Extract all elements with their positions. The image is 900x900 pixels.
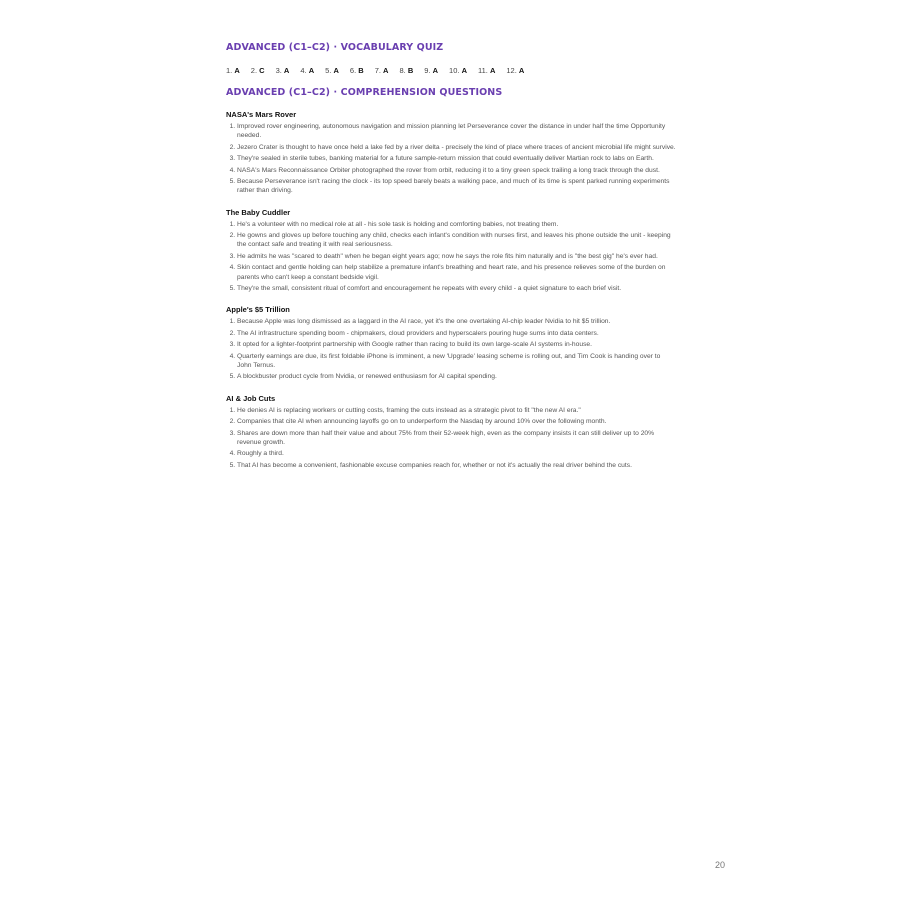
- vocab-answer: [276, 66, 290, 76]
- vocab-answer-row: [226, 66, 676, 76]
- vocab-answer: [449, 66, 467, 76]
- answer-item: 1. He's a volunteer with no medical role at all - his sole task is holding and comforting babies, not treating them.: [237, 220, 676, 229]
- vocab-answer-number: 10.: [449, 66, 460, 75]
- answer-item: 2. Companies that cite AI when announcing layoffs go on to underperform the Nasdaq by around 10% over the following month.: [237, 417, 676, 426]
- answer-item: 5. Because Perseverance isn't racing the clock - its top speed barely beats a walking pace, and much of its time is spent parked running experiments rather than driving.: [237, 177, 676, 195]
- answer-item: 2. The AI infrastructure spending boom - chipmakers, cloud providers and hyperscalers pouring huge sums into data centers.: [237, 329, 676, 338]
- answer-item: 2. He gowns and gloves up before touching any child, checks each infant's condition with nurses first, and leaves his phone outside the unit - keeping the contact safe and treating it with real seriousness.: [237, 231, 676, 249]
- vocab-answer-letter: A: [308, 66, 315, 75]
- vocab-answer: [506, 66, 524, 76]
- answer-item: 1. Improved rover engineering, autonomous navigation and mission planning let Perseverance cover the distance in under half the time Opportunity needed.: [237, 122, 676, 140]
- article-title: AI & Job Cuts: [226, 393, 276, 403]
- article-title: Apple's $5 Trillion: [226, 305, 290, 315]
- vocab-answer: [226, 66, 240, 76]
- vocab-answer-letter: B: [407, 66, 414, 75]
- page-number: 20: [715, 860, 726, 870]
- vocab-answer-number: 4.: [300, 66, 307, 75]
- vocab-answer-letter: B: [358, 66, 364, 75]
- article-title: NASA's Mars Rover: [226, 110, 297, 119]
- article-section: [226, 305, 676, 381]
- vocab-answer: [375, 66, 389, 76]
- vocab-answer-letter: A: [333, 66, 339, 75]
- vocab-answer-letter: A: [489, 66, 496, 75]
- answer-list: [226, 220, 676, 294]
- vocab-answer: [325, 66, 339, 76]
- answer-item: 1. He denies AI is replacing workers or cutting costs, framing the cuts instead as a strategic pivot to fit "the new AI era.": [237, 406, 676, 415]
- answer-item: 1. Because Apple was long dismissed as a laggard in the AI race, yet it's the one overtaking AI-chip leader Nvidia to hit $5 trillion.: [237, 317, 676, 326]
- answer-item: 5. That AI has become a convenient, fashionable excuse companies reach for, whether or not it's actually the real driver behind the cuts.: [237, 461, 676, 470]
- answer-item: 3. He admits he was "scared to death" when he began eight years ago; now he says the role fits him naturally and is "the best gig" he's ever had.: [237, 252, 676, 261]
- vocab-answer: [424, 66, 438, 76]
- answer-item: 5. A blockbuster product cycle from Nvidia, or renewed enthusiasm for AI capital spending.: [237, 372, 676, 381]
- answer-item: 3. Shares are down more than half their value and about 75% from their 52-week high, even as the company insists it can still deliver up to 20% revenue growth.: [237, 429, 676, 447]
- answer-list: [226, 317, 676, 381]
- vocab-answer-letter: C: [259, 66, 265, 75]
- vocab-answer-letter: A: [432, 66, 439, 75]
- article-section: [226, 208, 676, 294]
- vocab-answer-letter: A: [518, 66, 525, 75]
- vocab-answer-number: 1.: [226, 66, 233, 75]
- vocab-answer-number: 9.: [424, 66, 431, 75]
- answer-item: 4. Quarterly earnings are due, its first foldable iPhone is imminent, a new 'Upgrade' leasing scheme is rolling out, and Tim Cook is handing over to John Ternus.: [237, 352, 676, 370]
- vocab-answer-letter: A: [383, 66, 389, 75]
- vocab-answer-letter: A: [283, 66, 290, 75]
- vocab-answer-letter: A: [461, 66, 467, 75]
- answer-key-page: [226, 42, 676, 472]
- vocab-answer-number: 11.: [477, 66, 488, 75]
- vocab-answer: [399, 66, 413, 76]
- vocab-answer: [350, 66, 364, 76]
- vocab-answer-number: 3.: [275, 66, 282, 75]
- vocab-answer-number: 7.: [374, 66, 381, 75]
- answer-item: 4. Skin contact and gentle holding can help stabilize a premature infant's breathing and heart rate, and his presence relieves some of the burden on parents who can't keep a constant bedside vigil.: [237, 263, 676, 281]
- comprehension-heading: ADVANCED (C1–C2) · COMPREHENSION QUESTIONS: [226, 87, 503, 98]
- comprehension-articles: [226, 110, 676, 470]
- article-section: [226, 110, 676, 196]
- answer-list: [226, 406, 676, 470]
- vocab-answer-number: 12.: [506, 66, 517, 75]
- vocab-answer-number: 6.: [349, 66, 357, 75]
- answer-item: 4. NASA's Mars Reconnaissance Orbiter photographed the rover from orbit, reducing it to a tiny green speck trailing a long track through the dust.: [237, 166, 676, 175]
- answer-item: 2. Jezero Crater is thought to have once held a lake fed by a river delta - precisely the kind of place where traces of ancient microbial life might survive.: [237, 143, 676, 152]
- article-title: The Baby Cuddler: [226, 207, 291, 217]
- vocab-answer-number: 8.: [399, 66, 406, 75]
- vocab-quiz-heading: ADVANCED (C1–C2) · VOCABULARY QUIZ: [226, 42, 444, 53]
- answer-item: 5. They're the small, consistent ritual of comfort and encouragement he repeats with every child - a quiet signature to each brief visit.: [237, 284, 676, 293]
- answer-item: 3. They're sealed in sterile tubes, banking material for a future sample-return mission that could eventually deliver Martian rock to labs on Earth.: [237, 154, 676, 163]
- vocab-answer: [300, 66, 314, 76]
- vocab-answer-letter: A: [234, 66, 240, 75]
- answer-list: [226, 122, 676, 196]
- vocab-answer: [251, 66, 265, 76]
- vocab-answer: [478, 66, 495, 76]
- vocab-answer-number: 5.: [325, 66, 332, 75]
- answer-item: 4. Roughly a third.: [237, 449, 676, 458]
- vocab-answer-number: 2.: [250, 66, 258, 75]
- article-section: [226, 394, 676, 470]
- answer-item: 3. It opted for a lighter-footprint partnership with Google rather than racing to build its own large-scale AI systems in-house.: [237, 340, 676, 349]
